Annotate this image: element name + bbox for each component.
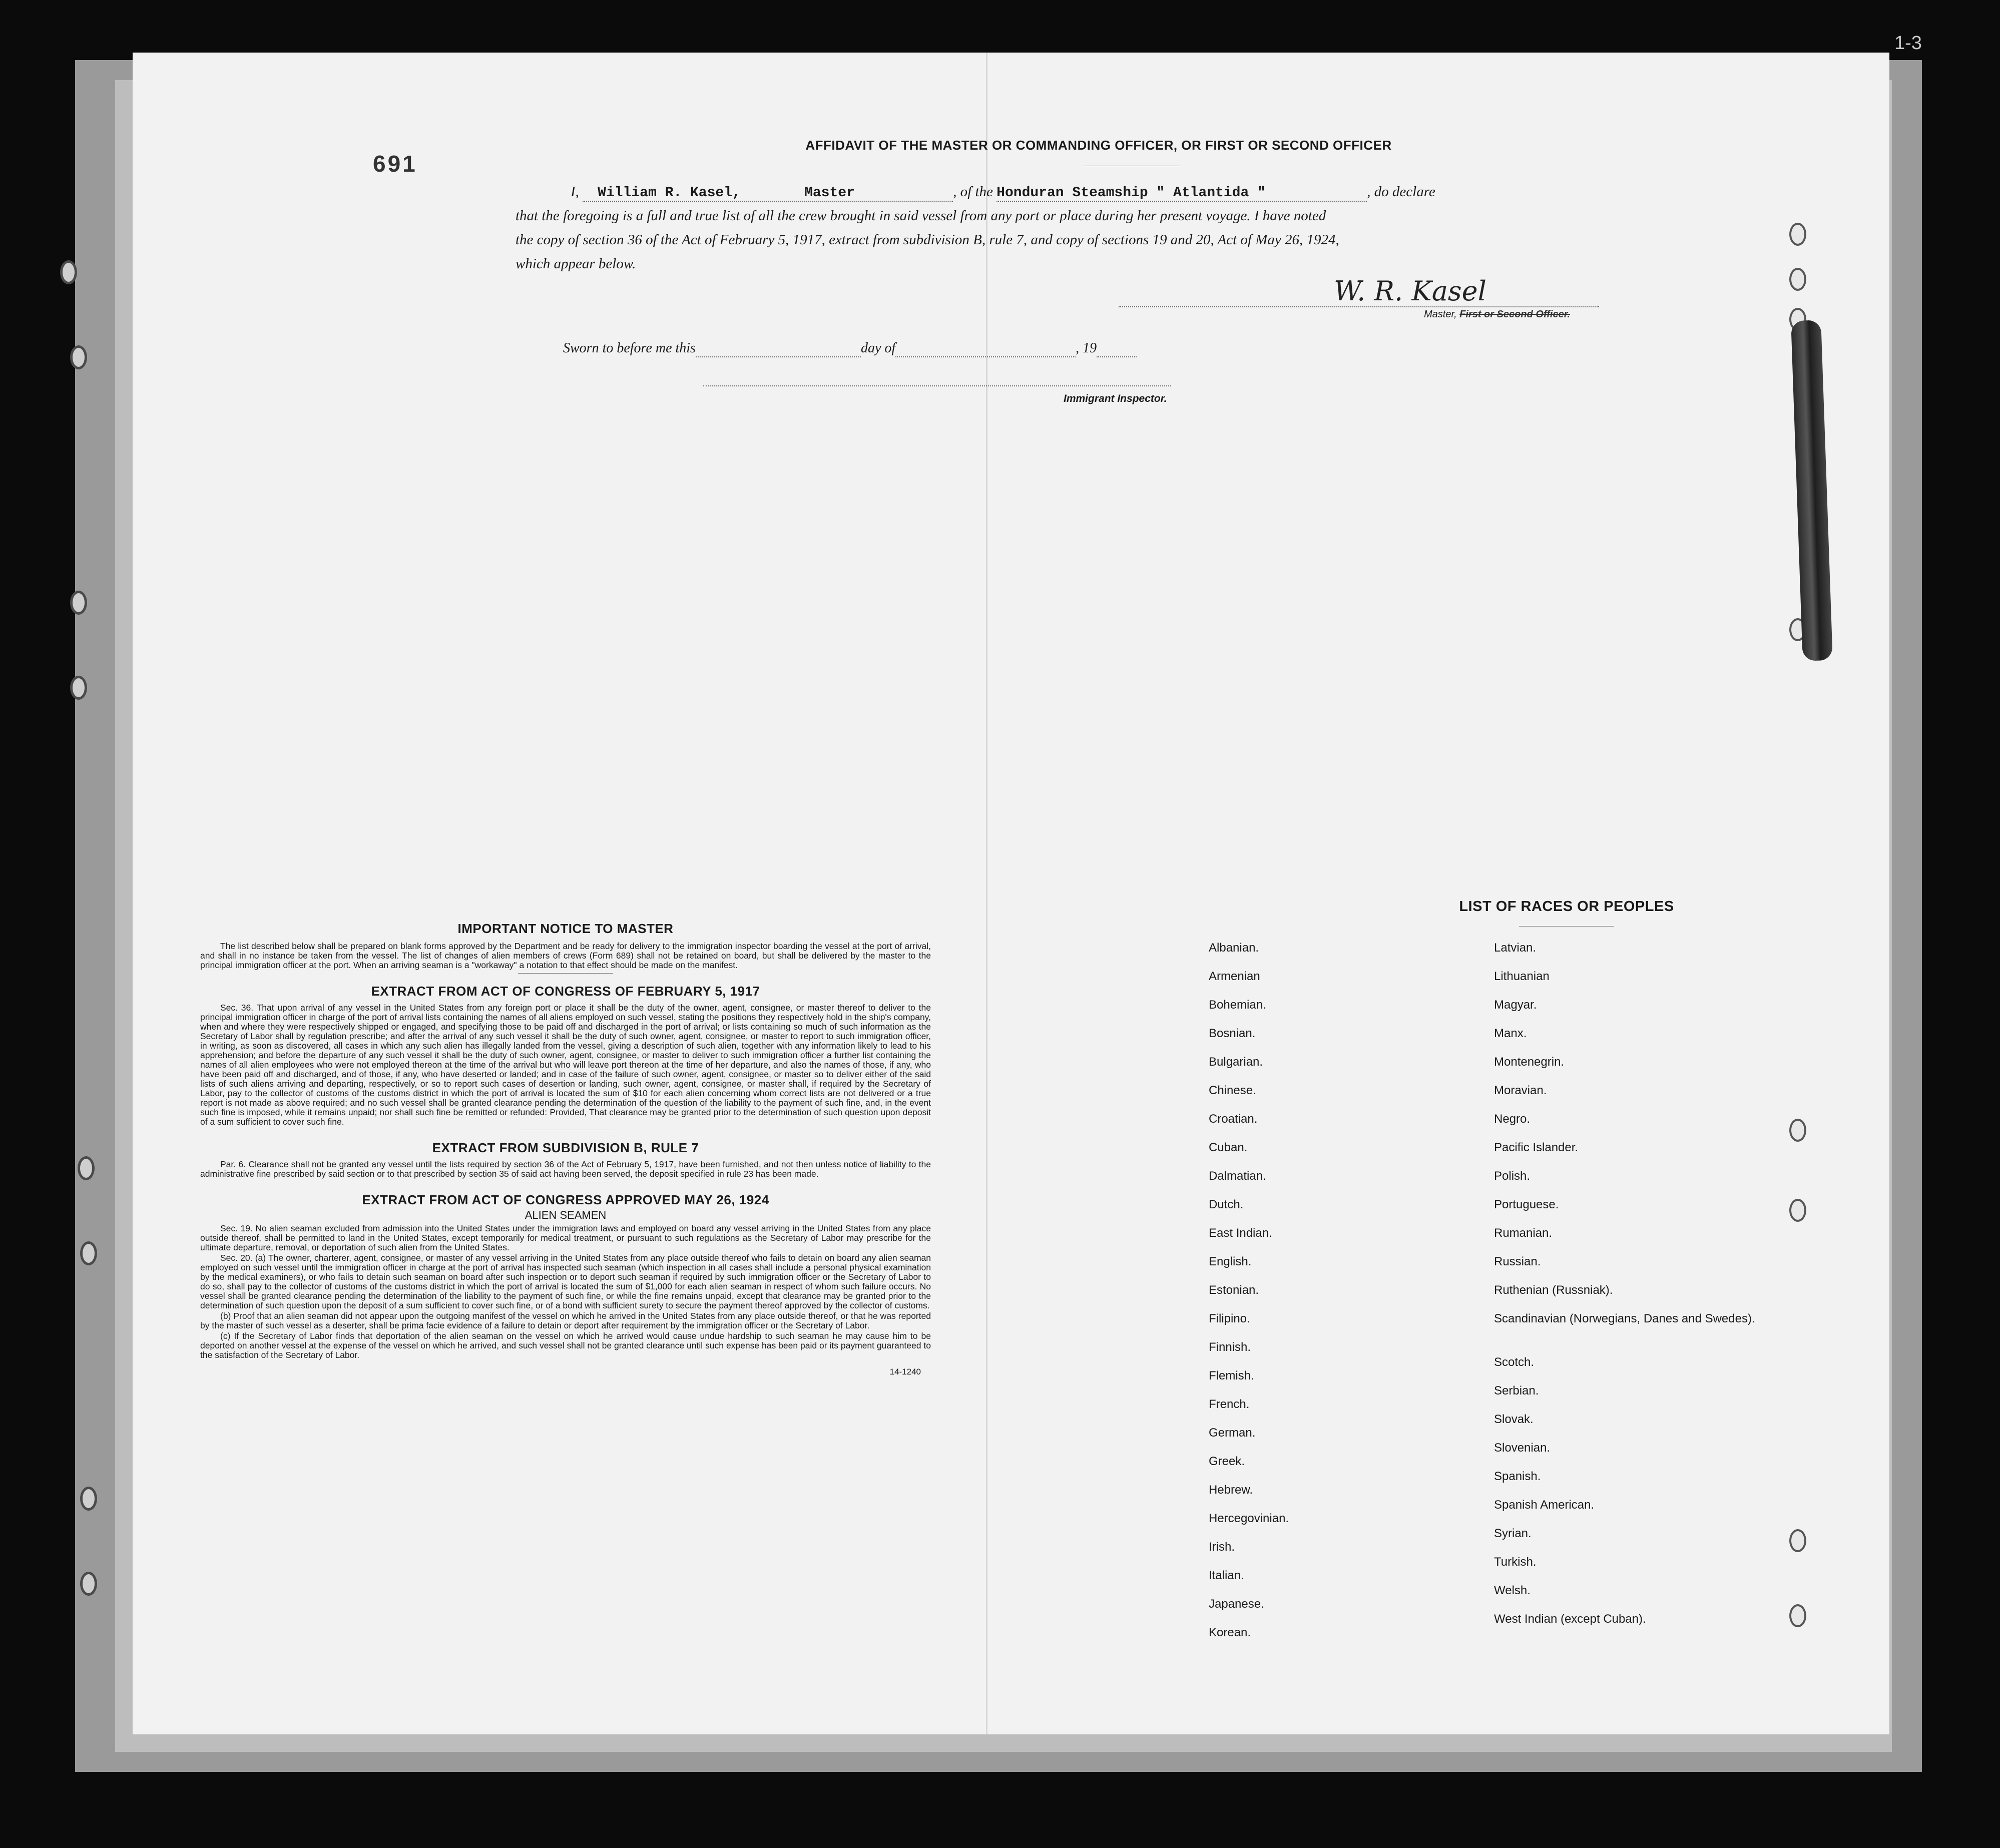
binder-hole: [78, 1156, 95, 1180]
officer-name: William R. Kasel,: [598, 185, 741, 201]
vessel-name: Honduran Steamship " Atlantida ": [996, 185, 1266, 201]
i-label: I,: [571, 184, 579, 200]
race-item: Bulgarian.: [1209, 1055, 1263, 1069]
races-right-column: [1494, 941, 1755, 1641]
races-rule: [1519, 926, 1614, 927]
race-item: Dalmatian.: [1209, 1169, 1266, 1183]
race-item: Slovak.: [1494, 1413, 1534, 1426]
race-item: Bosnian.: [1209, 1027, 1256, 1040]
binder-hole: [1789, 1199, 1806, 1222]
race-item: Flemish.: [1209, 1369, 1254, 1382]
extract1-heading: EXTRACT FROM ACT OF CONGRESS OF FEBRUARY 5, 1917: [371, 984, 760, 999]
extract3-heading: EXTRACT FROM ACT OF CONGRESS APPROVED MAY 26, 1924: [362, 1192, 769, 1207]
sworn-day-label: day of: [860, 340, 896, 356]
race-item: Slovenian.: [1494, 1441, 1551, 1455]
corner-note: 1-3: [1894, 33, 1922, 54]
binder-hole: [80, 1572, 97, 1596]
binder-hole: [70, 591, 87, 615]
race-item: Filipino.: [1209, 1312, 1250, 1325]
race-item: Ruthenian (Russniak).: [1494, 1283, 1613, 1297]
race-item: Hercegovinian.: [1209, 1512, 1289, 1525]
race-item: Bohemian.: [1209, 998, 1266, 1012]
race-item: Hebrew.: [1209, 1483, 1253, 1497]
race-item: Polish.: [1494, 1169, 1531, 1183]
race-item: Armenian: [1209, 970, 1260, 983]
extract2-heading: EXTRACT FROM SUBDIVISION B, RULE 7: [432, 1140, 699, 1155]
inspector-caption: Immigrant Inspector.: [1064, 393, 1167, 404]
binder-hole: [60, 260, 77, 284]
sworn-month-field: [895, 340, 1076, 357]
race-item: Pacific Islander.: [1494, 1141, 1579, 1154]
notice-text: The list described below shall be prepared on blank forms approved by the Department and be ready for delivery to the immigration inspector boarding the vessel at the port of arrival, and shall in no instance be taken from the vessel. The list of changes of alien members of crews (Form 689) shall not be retained on board, but shall be delivered by the master to the principal immigration officer at the port. When an arriving seaman is a "workaway" a notation to that effect should be made on the manifest.: [200, 941, 931, 970]
race-item: Korean.: [1209, 1626, 1251, 1639]
race-item: Spanish.: [1494, 1470, 1541, 1483]
declare-label: , do declare: [1367, 184, 1435, 200]
race-item: Scotch.: [1494, 1355, 1535, 1369]
sworn-year-field: [1097, 340, 1137, 357]
binder-hole: [1789, 1119, 1806, 1142]
extract1-text: Sec. 36. That upon arrival of any vessel in the United States from any foreign port or place it shall be the duty of the owner, agent, consignee, or master thereof to deliver to the principal immigration officer in charge of the port of arrival lists containing the names of all aliens employed on such vessel, stating the positions they respectively hold in the ship's company, when and where they were respectively shipped or engaged, and specifying those to be paid off and discharged in the port of arrival; or lists containing so much of such information as the Secretary of Labor shall by regulation prescribe; and after the arrival of any such vessel it shall be the duty of such owner, agent, consignee, or master to report to such immigration officer, in writing, as soon as discovered, all cases in which any such alien has illegally landed from the vessel, giving a description of such alien, together with any information likely to lead to his apprehension; and before the departure of any such vessel it shall be the duty of such owner, agent, consignee, or master to deliver to such immigration officer a further list containing the names of all alien employees who were not employed thereon at the time of the arrival but who will leave port thereon at the time of her departure, and also the names of those, if any, who have been paid off and discharged, and of those, if any, who have deserted or landed; and in case of the failure of such owner, agent, consignee, or master so to deliver either of the said lists of such aliens arriving and departing, respectively, or so to report such cases of desertion or landing, such owner, agent, consignee, or master shall, if required by the Secretary of Labor, pay to the collector of customs of the customs district in which the port of arrival is located the sum of $10 for each alien concerning whom correct lists are not delivered or a true report is not made as above required; and no such vessel shall be granted clearance pending the determination of the question of the liability to the payment of such fine, and, in the event such fine is imposed, while it remains unpaid; nor shall such fine be remitted or refunded: Provided, That clearance may be granted prior to the determination of such question upon deposit of a sum sufficient to cover such fine.: [200, 1003, 931, 1127]
races-title: LIST OF RACES OR PEOPLES: [1459, 898, 1674, 914]
extract2-text: Par. 6. Clearance shall not be granted any vessel until the lists required by section 36 of the Act of February 5, 1917, have been furnished, and not then unless notice of liability to the administrative fine prescribed by said section or to that prescribed by section 35 of said act having been served, the deposit specified in rule 23 has been made.: [200, 1159, 931, 1179]
race-item: Estonian.: [1209, 1283, 1259, 1297]
stamp-mark: 691: [373, 151, 417, 177]
race-item: Latvian.: [1494, 941, 1537, 955]
master-signature: W. R. Kasel: [1334, 275, 1486, 307]
race-item: Portuguese.: [1494, 1198, 1559, 1211]
notice-heading: IMPORTANT NOTICE TO MASTER: [457, 921, 674, 936]
race-item: Croatian.: [1209, 1112, 1258, 1126]
race-item: Lithuanian: [1494, 970, 1550, 983]
sworn-prefix: Sworn to before me this: [563, 340, 696, 356]
extract3-sec19: Sec. 19. No alien seaman excluded from admission into the United States under the immigration laws and employed on board any vessel arriving in the United States from any place outside thereof, shall be permitted to land in the United States, except temporarily for medical treatment, or pursuant to such regulations as the Secretary of Labor may prescribe for the ultimate departure, removal, or deportation of such alien from the United States.: [200, 1223, 931, 1252]
affidavit-line-4: which appear below.: [516, 256, 636, 272]
sworn-day-field: [696, 340, 861, 357]
race-item: Welsh.: [1494, 1584, 1531, 1597]
race-item: English.: [1209, 1255, 1252, 1268]
of-the-label: , of the: [953, 184, 993, 200]
extract3-sec20a: Sec. 20. (a) The owner, charterer, agent, consignee, or master of any vessel arriving in the United States from any place outside thereof who fails to detain on board any alien seaman employed on such vessel until the immigration officer in charge at the port of arrival has inspected such seaman (which inspection in all cases shall include a personal physical examination by the medical examiners), or who fails to detain such seaman on board after such inspection or to deport such seaman if required by such immigration officer or the Secretary of Labor to do so, shall pay to the collector of customs of the customs district in which the port of arrival is located the sum of $1,000 for each alien seaman in respect of whom such failure occurs. No vessel shall be granted clearance pending the determination of the liability to the payment of such fine, or while the fine remains unpaid, except that clearance may be granted prior to the determination of such question upon the deposit of a sum sufficient to cover such fine, or of a bond with sufficient surety to secure the payment thereof approved by the collector of customs.: [200, 1253, 931, 1310]
race-item: Cuban.: [1209, 1141, 1248, 1154]
race-item: Rumanian.: [1494, 1226, 1553, 1240]
race-item: German.: [1209, 1426, 1256, 1440]
struck-officer-label: First or Second Officer.: [1459, 309, 1570, 320]
race-item: French.: [1209, 1398, 1250, 1411]
manifest-page: [133, 53, 1889, 1734]
officer-rank: Master: [804, 185, 855, 201]
race-item: Dutch.: [1209, 1198, 1244, 1211]
race-item: Montenegrin.: [1494, 1055, 1565, 1069]
race-item: Italian.: [1209, 1569, 1244, 1582]
affidavit-line-3: the copy of section 36 of the Act of February 5, 1917, extract from subdivision B, rule 7, and copy of sections 19 and 20, Act of May 26, 1924,: [516, 232, 1339, 248]
races-left-column: [1209, 941, 1289, 1654]
race-item: Greek.: [1209, 1455, 1245, 1468]
race-item: East Indian.: [1209, 1226, 1272, 1240]
race-item: Serbian.: [1494, 1384, 1539, 1398]
race-item: Japanese.: [1209, 1597, 1264, 1611]
race-item: Scandinavian (Norwegians, Danes and Swedes).: [1494, 1312, 1755, 1325]
race-item: Finnish.: [1209, 1340, 1251, 1354]
binder-hole: [1789, 1604, 1806, 1627]
extract3-subheading: ALIEN SEAMEN: [525, 1209, 607, 1221]
form-number: 14-1240: [889, 1367, 921, 1376]
notice-section: [200, 921, 931, 1377]
race-item: Magyar.: [1494, 998, 1537, 1012]
affidavit-declaration-line: [571, 184, 1435, 202]
race-item: Syrian.: [1494, 1527, 1532, 1540]
inspector-signature-line: [703, 385, 1171, 386]
officer-name-field: [583, 184, 953, 202]
race-item: Turkish.: [1494, 1555, 1537, 1569]
race-item: Russian.: [1494, 1255, 1541, 1268]
affidavit-line-2: that the foregoing is a full and true list of all the crew brought in said vessel from any port or place during her present voyage. I have noted: [516, 208, 1326, 224]
signature-caption: [1424, 309, 1570, 320]
sworn-line: [563, 340, 1137, 357]
race-item: Albanian.: [1209, 941, 1259, 955]
race-item: Chinese.: [1209, 1084, 1256, 1097]
race-item: West Indian (except Cuban).: [1494, 1612, 1646, 1626]
binder-hole: [80, 1487, 97, 1511]
race-item: Manx.: [1494, 1027, 1527, 1040]
extract3-sec20b: (b) Proof that an alien seaman did not appear upon the outgoing manifest of the vessel on which he arrived in the United States from any place outside thereof, or that he was reported by the master of such vessel as a deserter, shall be prima facie evidence of a failure to detain or deport after requirement by the immigration officer or the Secretary of Labor.: [200, 1311, 931, 1330]
race-item: Spanish American.: [1494, 1498, 1595, 1512]
sworn-year-label: , 19: [1076, 340, 1097, 356]
binder-hole: [80, 1241, 97, 1265]
page-fold: [986, 53, 987, 1734]
binder-hole: [70, 676, 87, 700]
extract3-sec20c: (c) If the Secretary of Labor finds that deportation of the alien seaman on the vessel on which he arrived would cause undue hardship to such seaman he may cause him to be deported on another vessel at the expense of the vessel on which he arrived, and such vessel shall not be granted clearance until such expense has been paid or its payment guaranteed to the satisfaction of the Secretary of Labor.: [200, 1331, 931, 1360]
master-label: Master,: [1424, 309, 1457, 320]
vessel-field: [996, 184, 1367, 202]
affidavit-title: AFFIDAVIT OF THE MASTER OR COMMANDING OFFICER, OR FIRST OR SECOND OFFICER: [805, 138, 1392, 153]
signature-line: [1119, 306, 1599, 307]
race-item: Negro.: [1494, 1112, 1531, 1126]
binder-hole: [1789, 1529, 1806, 1552]
binder-hole: [70, 345, 87, 369]
race-item: Irish.: [1209, 1540, 1235, 1554]
race-item: Moravian.: [1494, 1084, 1547, 1097]
section-rule: [518, 973, 613, 974]
binder-hole: [1789, 268, 1806, 291]
binder-hole: [1789, 223, 1806, 246]
